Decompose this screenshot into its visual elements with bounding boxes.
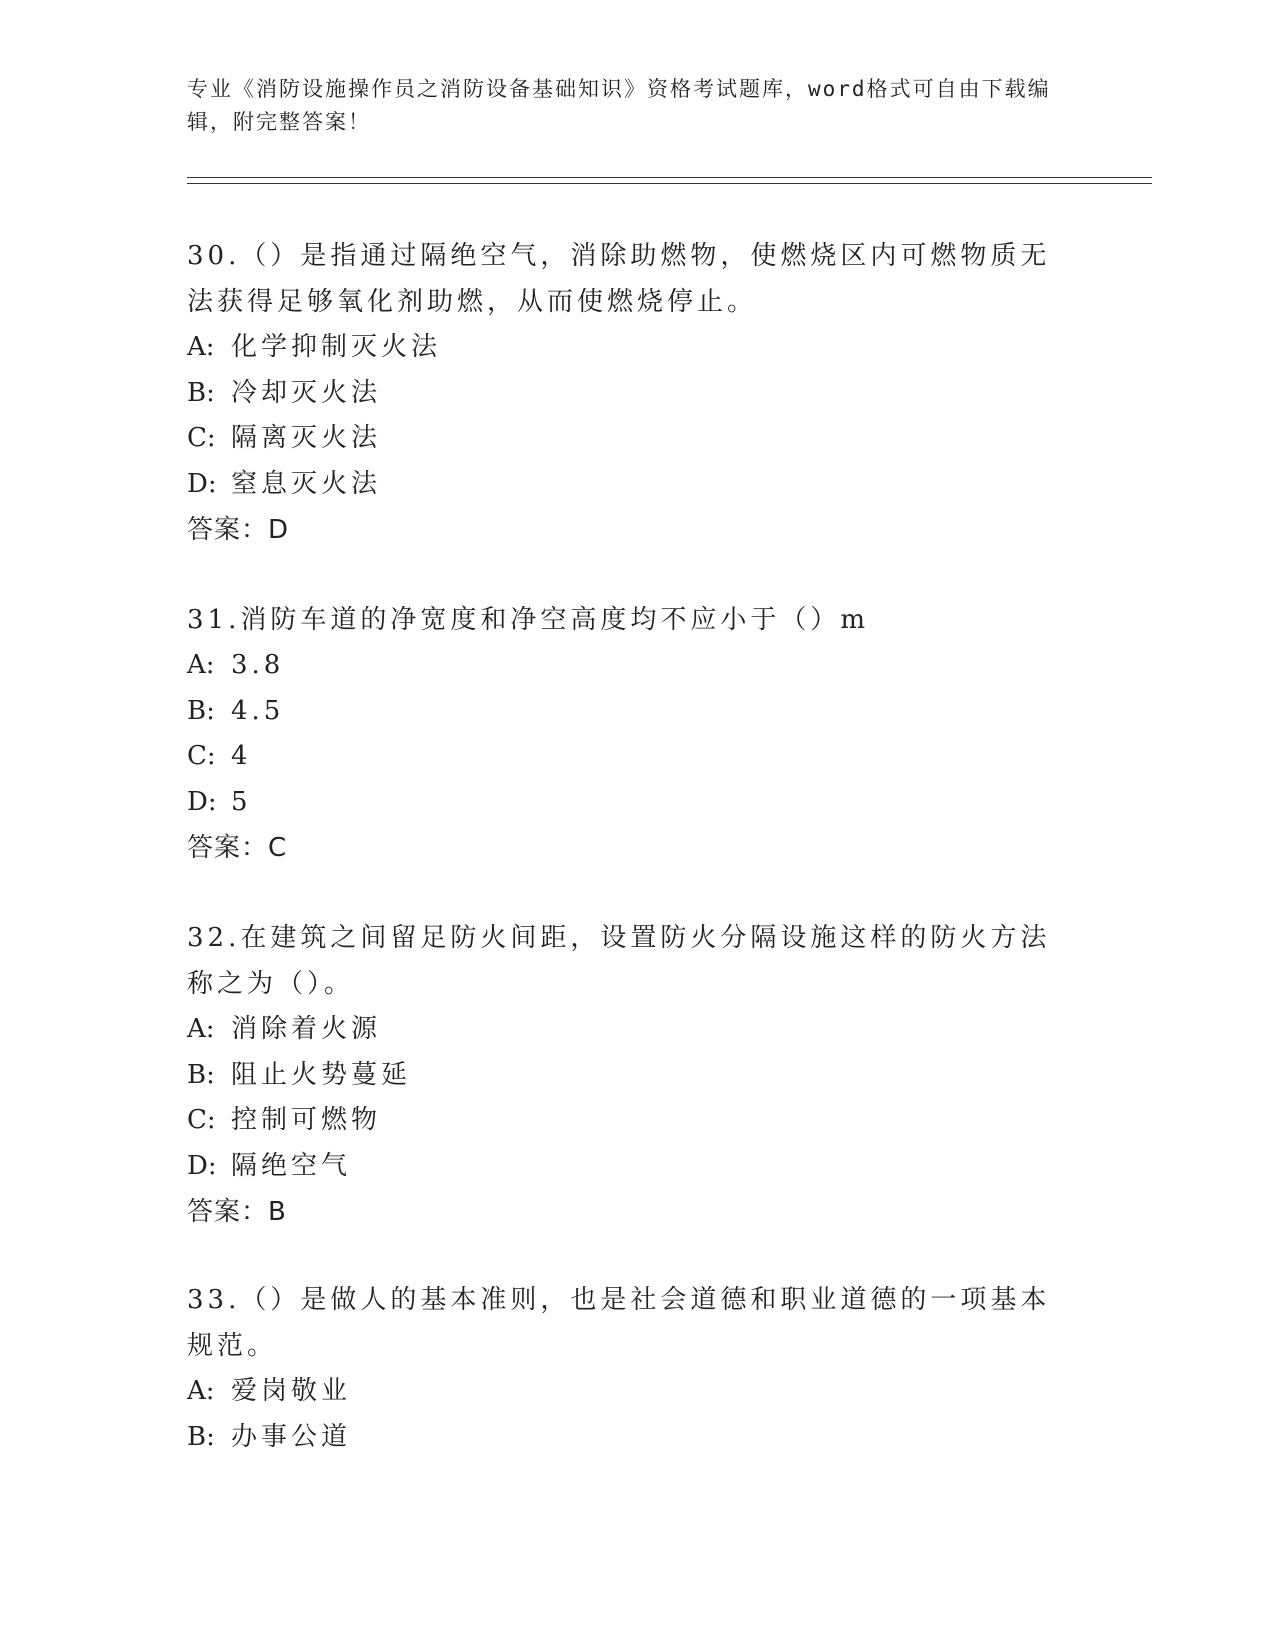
option-a [187,643,1087,689]
option-text: 冷却灭火法 [231,377,382,408]
answer-line: 答案：D [187,515,290,545]
option-letter: A: [187,1014,215,1044]
option-letter: A: [187,650,215,680]
option-text: 5 [231,786,252,817]
question-stem: 32.在建筑之间留足防火间距，设置防火分隔设施这样的防火方法称之为（）。 [187,923,1051,999]
option-letter: B: [187,1059,215,1090]
option-letter: D: [187,468,217,499]
question-block [187,597,1087,871]
option-b [187,689,1087,735]
option-a [187,1007,1087,1053]
question-block [187,233,1087,553]
option-c [187,416,1087,462]
option-text: 化学抑制灭火法 [231,332,442,362]
option-b [187,371,1087,417]
option-text: 阻止火势蔓延 [231,1059,412,1090]
option-text: 4.5 [231,695,285,726]
option-b [187,1415,1087,1461]
option-text: 爱岗敬业 [231,1376,352,1406]
option-c [187,734,1087,780]
option-b [187,1053,1087,1099]
option-text: 控制可燃物 [231,1105,382,1135]
option-d [187,780,1087,826]
option-letter: D: [187,1150,217,1181]
option-text: 消除着火源 [231,1014,382,1044]
option-letter: B: [187,695,215,726]
option-letter: B: [187,377,215,408]
question-stem: 31.消防车道的净宽度和净空高度均不应小于（）m [187,605,870,635]
option-text: 隔离灭火法 [231,423,382,453]
header-divider-line [187,177,1152,178]
option-a [187,1369,1087,1415]
option-text: 3.8 [231,650,285,680]
question-block [187,1277,1087,1460]
answer-line: 答案：C [187,833,288,863]
option-letter: A: [187,1376,215,1406]
option-c [187,1098,1087,1144]
header-divider-line [187,183,1152,184]
option-d [187,462,1087,508]
option-a [187,325,1087,371]
option-text: 办事公道 [231,1421,352,1452]
option-letter: C: [187,741,216,771]
answer-line: 答案：B [187,1197,287,1227]
option-text: 隔绝空气 [231,1150,352,1181]
option-text: 窒息灭火法 [231,468,382,499]
option-letter: C: [187,1105,216,1135]
question-stem: 33.（）是做人的基本准则，也是社会道德和职业道德的一项基本规范。 [187,1285,1051,1361]
question-stem: 30.（）是指通过隔绝空气，消除助燃物，使燃烧区内可燃物质无法获得足够氧化剂助燃，从而使燃烧停止。 [187,241,1051,317]
option-letter: A: [187,332,215,362]
option-letter: C: [187,423,216,453]
option-letter: D: [187,786,217,817]
document-header: 专业《消防设施操作员之消防设备基础知识》资格考试题库，word格式可自由下载编辑，附完整答案！ [187,77,1051,134]
option-d [187,1144,1087,1190]
question-block [187,915,1087,1235]
option-text: 4 [231,741,252,771]
option-letter: B: [187,1421,215,1452]
